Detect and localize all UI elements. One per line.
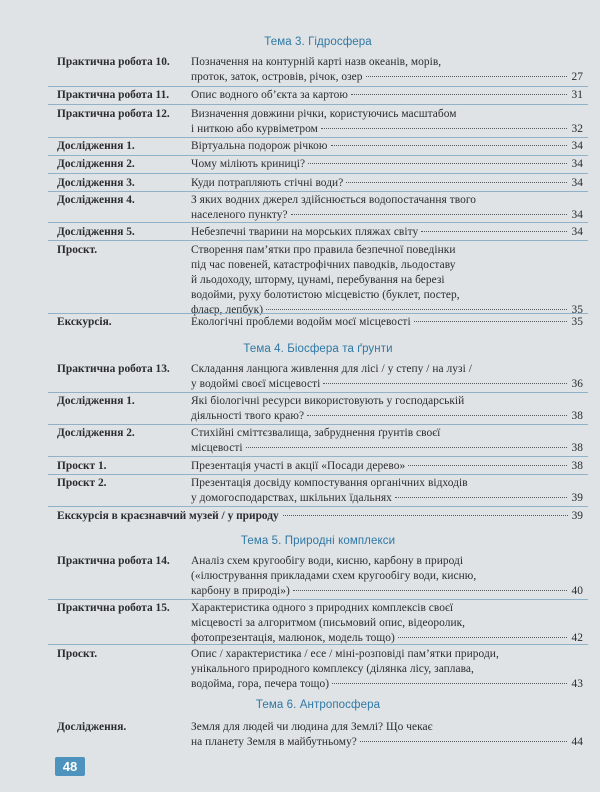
page-ref: 44 <box>571 736 583 748</box>
entry-text: Земля для людей чи людина для Землі? Що чекає <box>191 721 433 733</box>
entry-text: Створення пам’ятки про правила безпечної поведінки <box>191 244 456 256</box>
divider <box>48 506 588 507</box>
entry-text: фотопрезентація, малюнок, модель тощо) <box>191 632 395 644</box>
entry-text: («ілюстрування прикладами схем кругообігу води, кисню, <box>191 570 477 582</box>
entry-label: Дослідження. <box>57 721 127 733</box>
leader-dots <box>408 465 567 466</box>
page-ref: 40 <box>571 585 583 597</box>
page-ref: 32 <box>571 123 583 135</box>
leader-dots <box>323 383 567 384</box>
entry-text: під час повеней, катастрофічних паводків, льодоставу <box>191 259 456 271</box>
page-number: 48 <box>55 757 85 776</box>
entry-text: діяльності твого краю? <box>191 410 305 422</box>
leader-dots <box>308 163 567 164</box>
divider <box>48 86 588 87</box>
entry-label: Дослідження 4. <box>57 194 135 206</box>
entry-text: Аналіз схем кругообігу води, кисню, карбону в природі <box>191 555 464 567</box>
entry-text: Стихійні сміттєзвалища, забруднення ґрунтів своєї <box>191 427 441 439</box>
entry-text: Чому міліють криниці? <box>191 158 306 170</box>
entry-label: Проскт. <box>57 244 98 256</box>
page-ref: 34 <box>571 140 583 152</box>
leader-dots <box>346 182 567 183</box>
leader-dots <box>293 590 567 591</box>
divider <box>48 191 588 192</box>
page-ref: 31 <box>571 89 583 101</box>
entry-label: Дослідження 1. <box>57 140 135 152</box>
leader-dots <box>398 637 567 638</box>
entry-label: Екскурсія. <box>57 316 112 328</box>
entry-text: водойми, руху болотистою місцевістю (буклет, постер, <box>191 289 460 301</box>
entry-text: населеного пункту? <box>191 209 288 221</box>
entry-text: Небезпечні тварини на морських пляжах світу <box>191 226 419 238</box>
entry-text: Презентація участі в акції «Посади дерево» <box>191 460 406 472</box>
entry-label: Практична робота 14. <box>57 555 170 567</box>
entry-text: на планету Земля в майбутньому? <box>191 736 357 748</box>
entry-text: Позначення на контурній карті назв океанів, морів, <box>191 56 442 68</box>
page-ref: 39 <box>571 510 583 522</box>
entry-text: Опис водного об’єкта за картою <box>191 89 348 101</box>
entry-text: Віртуальна подорож річкою <box>191 140 328 152</box>
leader-dots <box>351 94 567 95</box>
page-ref: 35 <box>571 304 583 316</box>
leader-dots <box>331 145 568 146</box>
entry-text: Характеристика одного з природних комплексів своєї <box>191 602 454 614</box>
leader-dots <box>246 447 567 448</box>
leader-dots <box>291 214 567 215</box>
entry-text: унікального природного комплексу (ділянка лісу, заплава, <box>191 663 474 675</box>
page-ref: 27 <box>571 71 583 83</box>
page-ref: 34 <box>571 158 583 170</box>
divider <box>48 155 588 156</box>
entry-label: Дослідження 2. <box>57 158 135 170</box>
page-ref: 34 <box>571 226 583 238</box>
entry-text: у домогосподарствах, шкільних їдальнях <box>191 492 392 504</box>
entry-text: місцевості <box>191 442 243 454</box>
topic6-heading: Тема 6. Антропосфера <box>255 699 381 711</box>
divider <box>48 137 588 138</box>
page-ref: 38 <box>571 410 583 422</box>
leader-dots <box>321 128 567 129</box>
entry-text: Визначення довжини річки, користуючись масштабом <box>191 108 457 120</box>
topic4-heading: Тема 4. Біосфера та ґрунти <box>243 343 393 355</box>
leader-dots <box>283 515 568 516</box>
entry-label: Проскт. <box>57 648 98 660</box>
entry-text: Презентація досвіду компостування органічних відходів <box>191 477 468 489</box>
page-ref: 34 <box>571 209 583 221</box>
page-ref: 35 <box>571 316 583 328</box>
divider <box>48 424 588 425</box>
entry-label: Практична робота 12. <box>57 108 170 120</box>
entry-text: карбону в природі») <box>191 585 290 597</box>
entry-label: Дослідження 3. <box>57 177 135 189</box>
page-ref: 38 <box>571 460 583 472</box>
entry-label: Практична робота 13. <box>57 363 170 375</box>
divider <box>48 599 588 600</box>
entry-label: Практична робота 11. <box>57 89 170 101</box>
entry-text: Складання ланцюга живлення для лісі / у степу / на лузі / <box>191 363 472 375</box>
page-ref: 34 <box>571 177 583 189</box>
entry-label: Практична робота 10. <box>57 56 170 68</box>
leader-dots <box>360 741 567 742</box>
divider <box>48 240 588 241</box>
leader-dots <box>307 415 567 416</box>
divider <box>48 104 588 105</box>
entry-text: Опис / характеристика / есе / міні-розповіді пам’ятки природи, <box>191 648 499 660</box>
entry-text: Куди потрапляють стічні води? <box>191 177 344 189</box>
toc-entry <box>57 509 583 523</box>
leader-dots <box>421 231 567 232</box>
entry-text: З яких водних джерел здійснюється водопостачання твого <box>191 194 477 206</box>
entry-text: проток, заток, островів, річок, озер <box>191 71 363 83</box>
page-ref: 42 <box>571 632 583 644</box>
page-ref: 36 <box>571 378 583 390</box>
leader-dots <box>332 683 567 684</box>
divider <box>48 222 588 223</box>
leader-dots <box>266 309 567 310</box>
divider <box>48 392 588 393</box>
page-ref: 43 <box>571 678 583 690</box>
entry-text: у водоймі своєї місцевості <box>191 378 321 390</box>
entry-text: місцевості за алгоритмом (письмовий опис, відеоролик, <box>191 617 466 629</box>
entry-label: Практична робота 15. <box>57 602 170 614</box>
divider <box>48 173 588 174</box>
leader-dots <box>414 321 567 322</box>
topic3-heading: Тема 3. Гідросфера <box>264 36 372 48</box>
entry-label: Проскт 1. <box>57 460 107 472</box>
entry-text: водойма, гора, печера тощо) <box>191 678 330 690</box>
divider <box>48 456 588 457</box>
page-ref: 39 <box>571 492 583 504</box>
divider <box>48 313 588 314</box>
divider <box>48 474 588 475</box>
entry-label: Дослідження 1. <box>57 395 135 407</box>
entry-label: Проскт 2. <box>57 477 107 489</box>
entry-text: й льодоходу, шторму, цунамі, перебування на березі <box>191 274 445 286</box>
entry-text: Екологічні проблеми водойм моєї місцевості <box>191 316 411 328</box>
topic5-heading: Тема 5. Природні комплекси <box>240 535 396 547</box>
entry-text: Які біологічні ресурси використовують у господарській <box>191 395 465 407</box>
excursion-text: Екскурсія в краєзнавчий музей / у природу <box>57 510 279 522</box>
page-ref: 38 <box>571 442 583 454</box>
entry-text: і ниткою або курвіметром <box>191 123 318 135</box>
leader-dots <box>395 497 567 498</box>
entry-text: флаєр, лепбук) <box>191 304 264 316</box>
entry-label: Дослідження 2. <box>57 427 135 439</box>
leader-dots <box>366 76 567 77</box>
entry-label: Дослідження 5. <box>57 226 135 238</box>
divider <box>48 644 588 645</box>
